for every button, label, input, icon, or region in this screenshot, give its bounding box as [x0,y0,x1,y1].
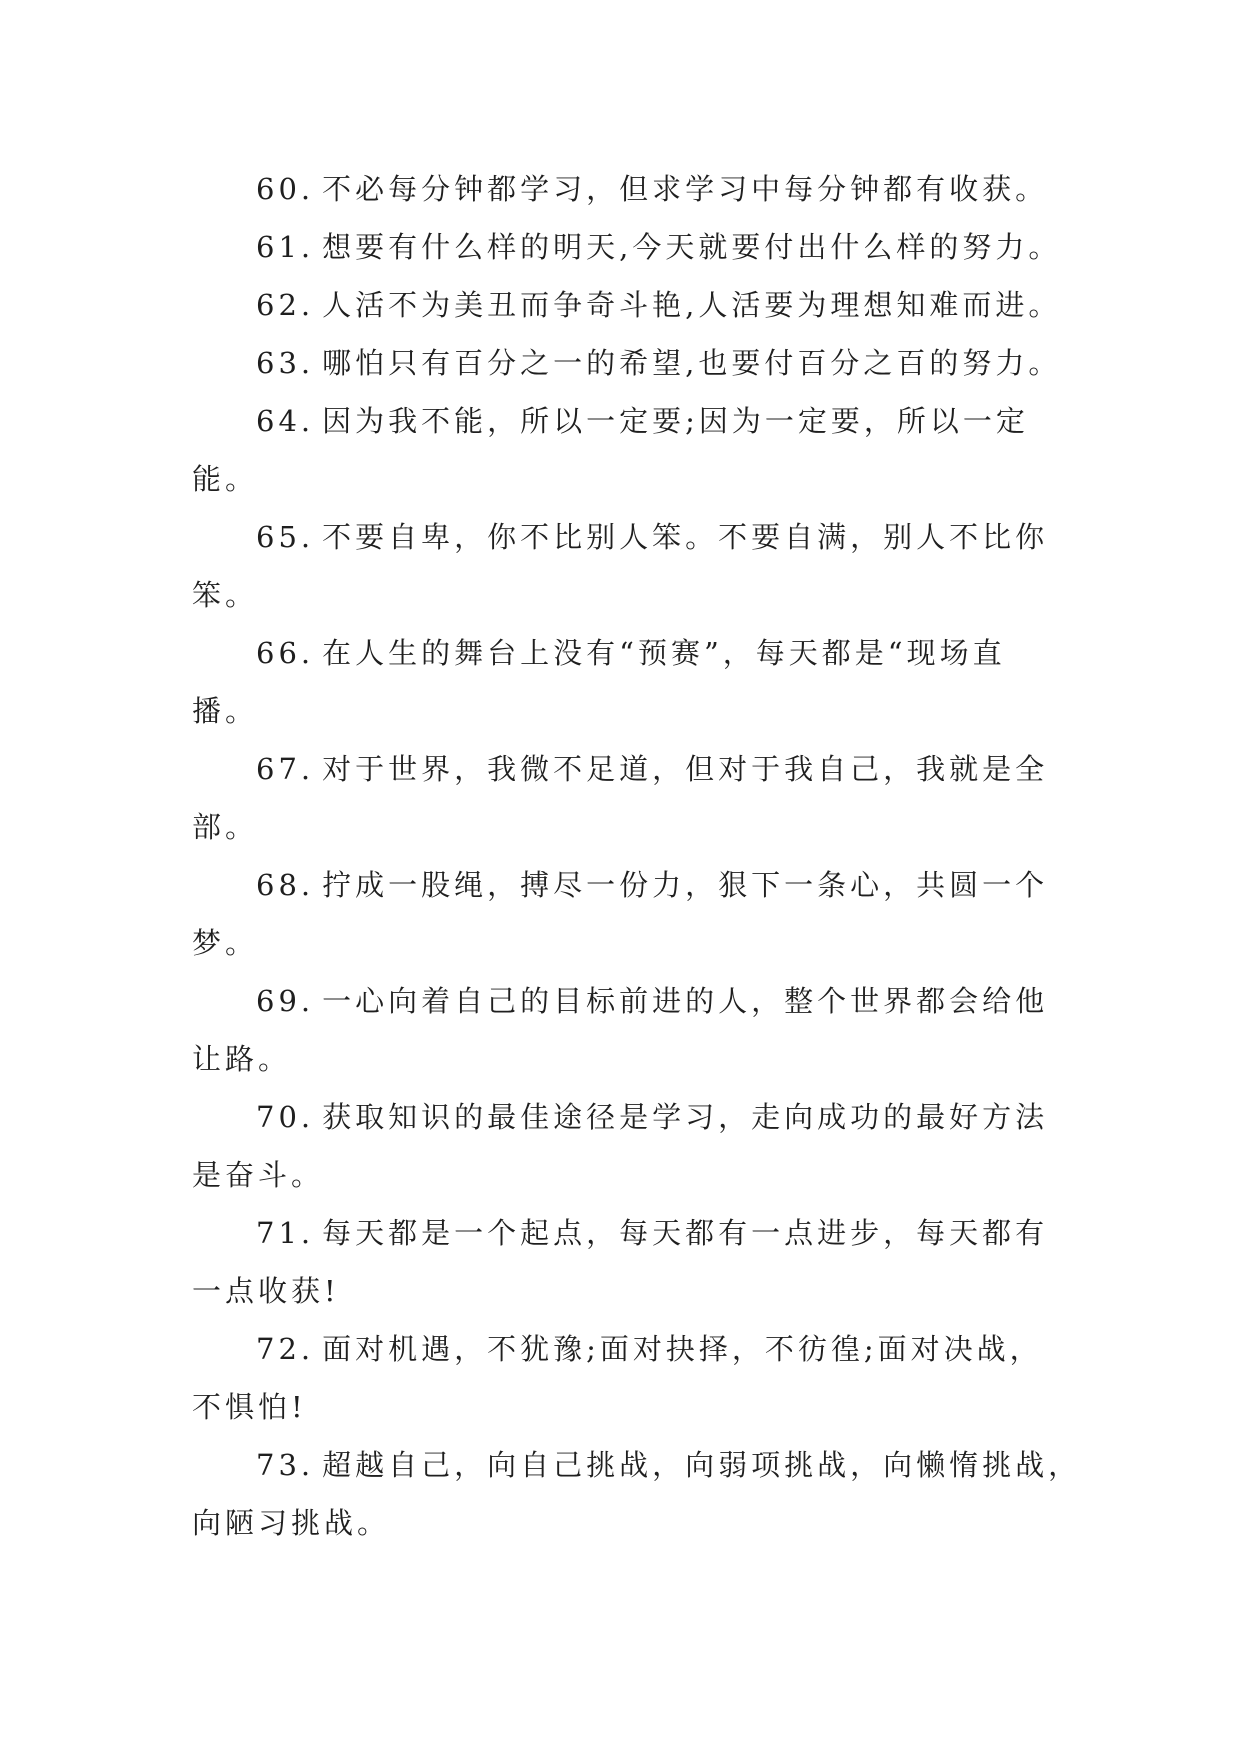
quote-number: 64. [256,404,315,438]
quote-item [192,334,1092,392]
quote-continuation: 不惧怕! [192,1390,307,1424]
quote-continuation: 播。 [192,694,259,728]
quote-text: 一心向着自己的目标前进的人，整个世界都会给他 [322,984,1049,1018]
quote-number: 63. [256,346,315,380]
quote-first-line [192,1436,1092,1494]
quote-first-line [192,392,1092,450]
quote-item [192,972,1092,1088]
quote-item [192,1436,1092,1552]
quote-item [192,1088,1092,1204]
quote-item [192,1320,1092,1436]
quote-item [192,856,1092,972]
quote-first-line [192,856,1092,914]
quote-number: 70. [256,1100,315,1134]
quote-text: 每天都是一个起点，每天都有一点进步，每天都有 [322,1216,1049,1250]
quote-first-line [192,1088,1092,1146]
quote-continuation: 能。 [192,462,259,496]
quote-number: 69. [256,984,315,1018]
quote-continuation: 一点收获! [192,1274,340,1308]
quote-item [192,160,1092,218]
quote-first-line [192,334,1092,392]
quote-text: 哪怕只有百分之一的希望,也要付百分之百的努力。 [322,346,1062,380]
quote-item [192,276,1092,334]
quote-text: 对于世界，我微不足道，但对于我自己，我就是全 [322,752,1049,786]
quote-first-line [192,1320,1092,1378]
quote-text: 拧成一股绳，搏尽一份力，狠下一条心，共圆一个 [322,868,1049,902]
quote-number: 67. [256,752,315,786]
quote-text: 不必每分钟都学习，但求学习中每分钟都有收获。 [322,172,1049,206]
quote-text: 获取知识的最佳途径是学习，走向成功的最好方法 [322,1100,1049,1134]
quote-number: 62. [256,288,315,322]
quote-continuation: 笨。 [192,578,259,612]
quote-continuation: 梦。 [192,926,259,960]
quote-item [192,392,1092,508]
quote-text: 在人生的舞台上没有“预赛”，每天都是“现场直 [322,636,1006,670]
quote-first-line [192,624,1092,682]
quote-item [192,1204,1092,1320]
quote-text: 人活不为美丑而争奇斗艳,人活要为理想知难而进。 [322,288,1062,322]
quote-continuation: 向陋习挑战。 [192,1506,391,1540]
quote-number: 73. [256,1448,315,1482]
quote-number: 68. [256,868,315,902]
quote-text: 超越自己，向自己挑战，向弱项挑战，向懒惰挑战， [322,1448,1082,1482]
quote-number: 66. [256,636,315,670]
quote-continuation: 让路。 [192,1042,292,1076]
quote-text: 想要有什么样的明天,今天就要付出什么样的努力。 [322,230,1062,264]
quote-first-line [192,508,1092,566]
quote-first-line [192,740,1092,798]
quote-item [192,740,1092,856]
quote-first-line [192,218,1092,276]
quote-first-line [192,160,1092,218]
quote-text: 不要自卑，你不比别人笨。不要自满，别人不比你 [322,520,1049,554]
quote-item [192,508,1092,624]
quote-text: 面对机遇，不犹豫;面对抉择，不彷徨;面对决战， [322,1332,1043,1366]
quote-number: 65. [256,520,315,554]
quote-first-line [192,1204,1092,1262]
quote-item [192,624,1092,740]
quote-list [192,160,1092,1552]
quote-text: 因为我不能，所以一定要;因为一定要，所以一定 [322,404,1029,438]
quote-continuation: 是奋斗。 [192,1158,325,1192]
quote-number: 71. [256,1216,315,1250]
quote-first-line [192,276,1092,334]
quote-number: 61. [256,230,315,264]
quote-continuation: 部。 [192,810,259,844]
quote-number: 60. [256,172,315,206]
quote-number: 72. [256,1332,315,1366]
quote-item [192,218,1092,276]
quote-first-line [192,972,1092,1030]
